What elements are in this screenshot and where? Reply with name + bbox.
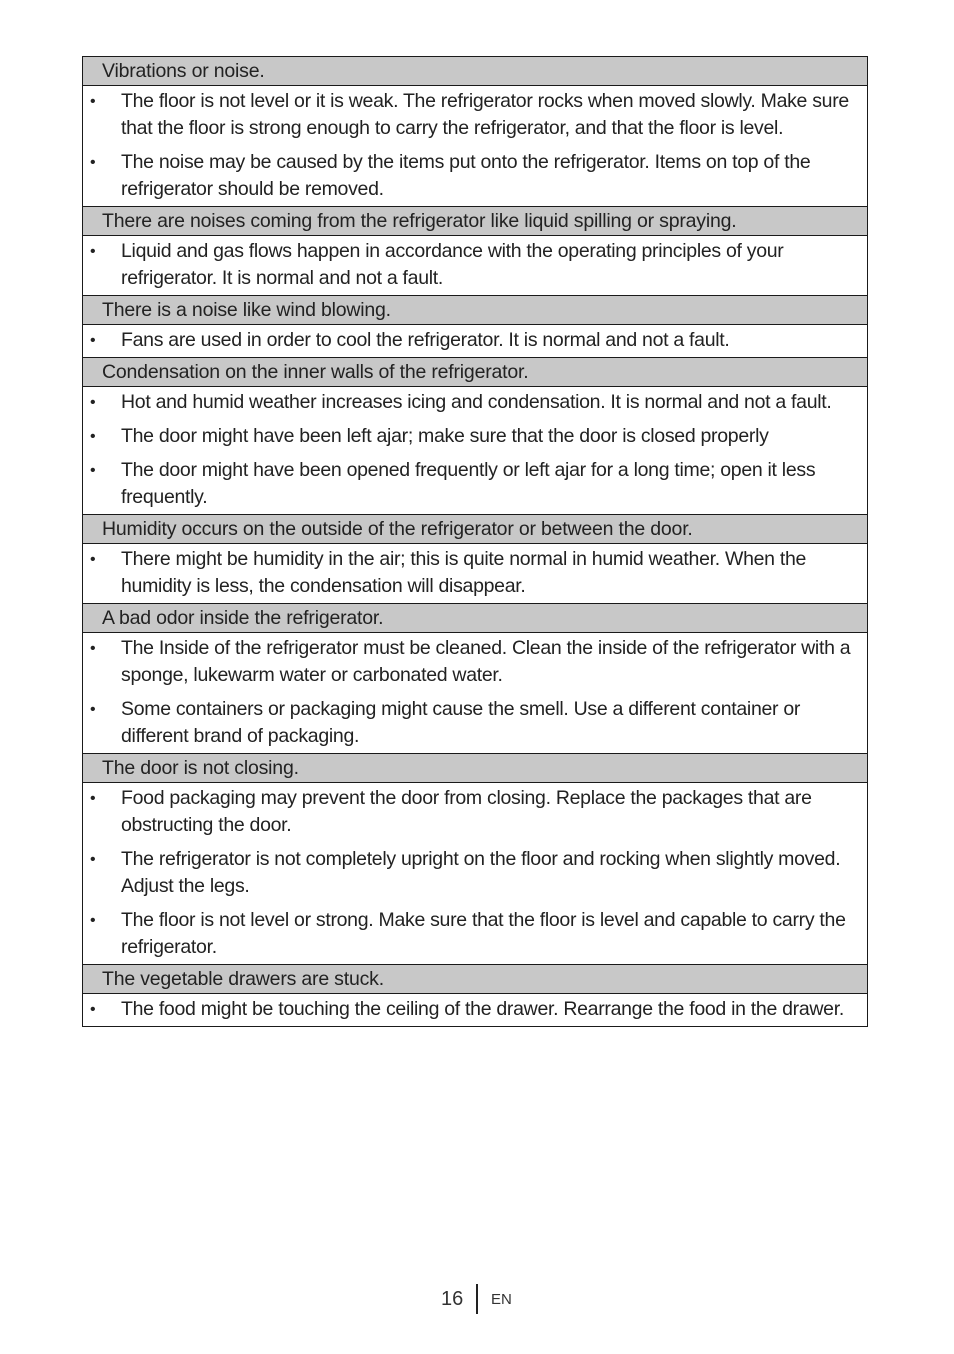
list-item bbox=[83, 996, 867, 1023]
bullet-icon: • bbox=[90, 93, 96, 110]
section-vibrations bbox=[83, 57, 867, 207]
item-text: Food packaging may prevent the door from closing. Replace the packages that are obstructing the door. bbox=[121, 787, 812, 836]
section-heading: The vegetable drawers are stuck. bbox=[83, 965, 867, 994]
bullet-icon: • bbox=[90, 790, 96, 807]
section-wind-noise bbox=[83, 296, 867, 358]
list-item bbox=[83, 389, 867, 416]
list-item bbox=[83, 457, 867, 511]
page-number: 16 bbox=[441, 1288, 464, 1310]
section-heading: Condensation on the inner walls of the refrigerator. bbox=[83, 358, 867, 387]
section-heading: The door is not closing. bbox=[83, 754, 867, 783]
item-text: Hot and humid weather increases icing and condensation. It is normal and not a fault. bbox=[121, 391, 832, 413]
item-text: Fans are used in order to cool the refrigerator. It is normal and not a fault. bbox=[121, 329, 730, 351]
bullet-icon: • bbox=[90, 243, 96, 260]
bullet-icon: • bbox=[90, 1001, 96, 1018]
page-divider bbox=[476, 1284, 478, 1314]
list-item bbox=[83, 149, 867, 203]
list-item bbox=[83, 423, 867, 450]
list-item bbox=[83, 88, 867, 142]
section-body bbox=[83, 994, 867, 1026]
page-footer bbox=[0, 1284, 954, 1314]
bullet-icon: • bbox=[90, 912, 96, 929]
bullet-icon: • bbox=[90, 701, 96, 718]
bullet-icon: • bbox=[90, 551, 96, 568]
list-item bbox=[83, 635, 867, 689]
section-body bbox=[83, 544, 867, 604]
item-text: There might be humidity in the air; this is quite normal in humid weather. When the humidity is less, the condensation will disappear. bbox=[121, 548, 807, 597]
section-liquid-noise bbox=[83, 207, 867, 296]
troubleshooting-table bbox=[82, 56, 868, 1027]
bullet-icon: • bbox=[90, 154, 96, 171]
item-text: The floor is not level or it is weak. The refrigerator rocks when moved slowly. Make sure that the floor is strong enough to carry the refrigerator, and that the floor is level. bbox=[121, 90, 849, 139]
section-door-not-closing bbox=[83, 754, 867, 965]
section-heading: There are noises coming from the refrigerator like liquid spilling or spraying. bbox=[83, 207, 867, 236]
list-item bbox=[83, 846, 867, 900]
bullet-icon: • bbox=[90, 428, 96, 445]
list-item bbox=[83, 546, 867, 600]
section-vegetable-drawers bbox=[83, 965, 867, 1026]
item-text: Liquid and gas flows happen in accordance with the operating principles of your refrigerator. It is normal and not a fault. bbox=[121, 240, 784, 289]
section-bad-odor bbox=[83, 604, 867, 754]
list-item bbox=[83, 785, 867, 839]
list-item bbox=[83, 696, 867, 750]
bullet-icon: • bbox=[90, 640, 96, 657]
section-heading: Humidity occurs on the outside of the refrigerator or between the door. bbox=[83, 515, 867, 544]
language-code: EN bbox=[491, 1291, 512, 1308]
section-heading: There is a noise like wind blowing. bbox=[83, 296, 867, 325]
item-text: The door might have been left ajar; make sure that the door is closed properly bbox=[121, 425, 769, 447]
item-text: The Inside of the refrigerator must be cleaned. Clean the inside of the refrigerator with a sponge, lukewarm water or carbonated water. bbox=[121, 637, 851, 686]
item-text: The door might have been opened frequently or left ajar for a long time; open it less frequently. bbox=[121, 459, 816, 508]
section-heading: A bad odor inside the refrigerator. bbox=[83, 604, 867, 633]
item-text: The noise may be caused by the items put onto the refrigerator. Items on top of the refrigerator should be removed. bbox=[121, 151, 811, 200]
bullet-icon: • bbox=[90, 394, 96, 411]
section-inner-condensation bbox=[83, 358, 867, 515]
section-body bbox=[83, 236, 867, 296]
section-body bbox=[83, 633, 867, 754]
section-body bbox=[83, 325, 867, 358]
section-body bbox=[83, 387, 867, 515]
bullet-icon: • bbox=[90, 332, 96, 349]
section-heading: Vibrations or noise. bbox=[83, 57, 867, 86]
item-text: The food might be touching the ceiling of the drawer. Rearrange the food in the drawer. bbox=[121, 998, 844, 1020]
section-body bbox=[83, 783, 867, 965]
list-item bbox=[83, 907, 867, 961]
item-text: The refrigerator is not completely upright on the floor and rocking when slightly moved. Adjust the legs. bbox=[121, 848, 841, 897]
bullet-icon: • bbox=[90, 851, 96, 868]
list-item bbox=[83, 238, 867, 292]
item-text: Some containers or packaging might cause the smell. Use a different container or different brand of packaging. bbox=[121, 698, 801, 747]
section-body bbox=[83, 86, 867, 207]
item-text: The floor is not level or strong. Make sure that the floor is level and capable to carry the refrigerator. bbox=[121, 909, 846, 958]
bullet-icon: • bbox=[90, 462, 96, 479]
section-outside-humidity bbox=[83, 515, 867, 604]
list-item bbox=[83, 327, 867, 354]
